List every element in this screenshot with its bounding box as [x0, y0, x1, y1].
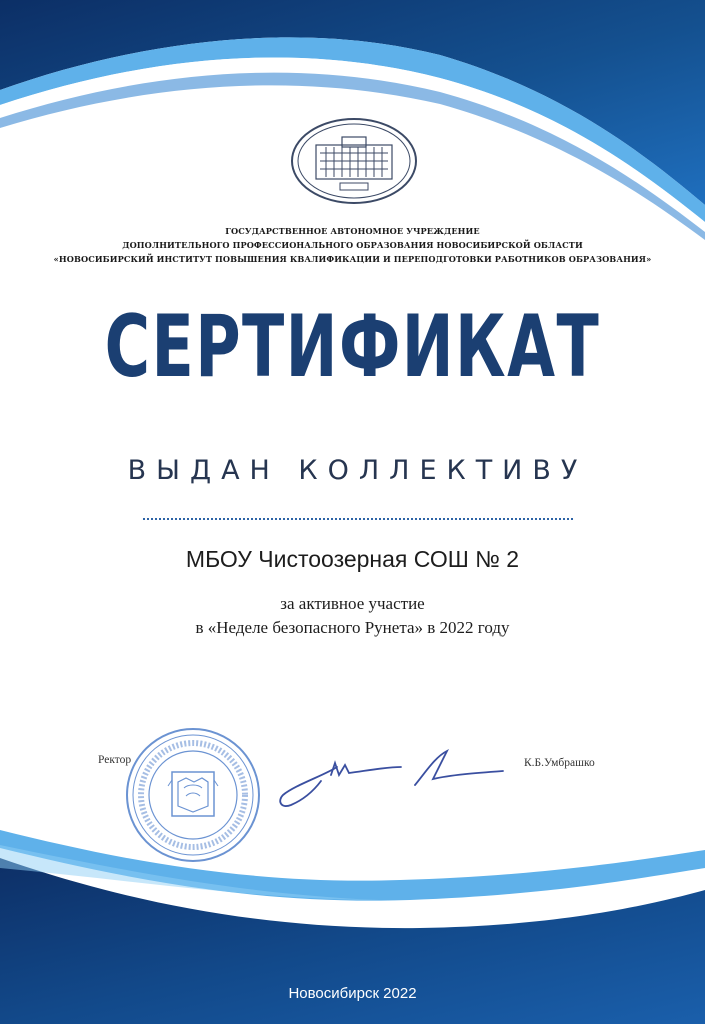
institution-line-1: ГОСУДАРСТВЕННОЕ АВТОНОМНОЕ УЧРЕЖДЕНИЕ	[225, 226, 480, 236]
rector-label: Ректор	[98, 754, 132, 766]
institution-line-3: «НОВОСИБИРСКИЙ ИНСТИТУТ ПОВЫШЕНИЯ КВАЛИФИКАЦИИ И ПЕРЕПОДГОТОВКИ РАБОТНИКОВ ОБРАЗОВАНИЯ»	[53, 254, 652, 264]
recipient-name: МБОУ Чистоозерная СОШ № 2	[185, 546, 520, 572]
rector-name: К.Б.Умбрашко	[524, 757, 595, 769]
institution-line-2: ДОПОЛНИТЕЛЬНОГО ПРОФЕССИОНАЛЬНОГО ОБРАЗОВАНИЯ НОВОСИБИРСКОЙ ОБЛАСТИ	[122, 240, 583, 250]
institute-building-logo-icon	[290, 117, 418, 205]
city-year: Новосибирск 2022	[288, 985, 417, 1002]
recipient-dotted-line	[143, 518, 573, 520]
handwritten-signature-icon	[275, 745, 505, 815]
certificate-subtitle: ВЫДАН КОЛЛЕКТИВУ	[127, 455, 588, 486]
reason-line-1: за активное участие	[280, 594, 425, 613]
certificate-title: СЕРТИФИКАТ	[104, 297, 601, 397]
reason-line-2: в «Неделе безопасного Рунета» в 2022 году	[195, 618, 510, 637]
round-seal-stamp-icon	[124, 726, 262, 864]
